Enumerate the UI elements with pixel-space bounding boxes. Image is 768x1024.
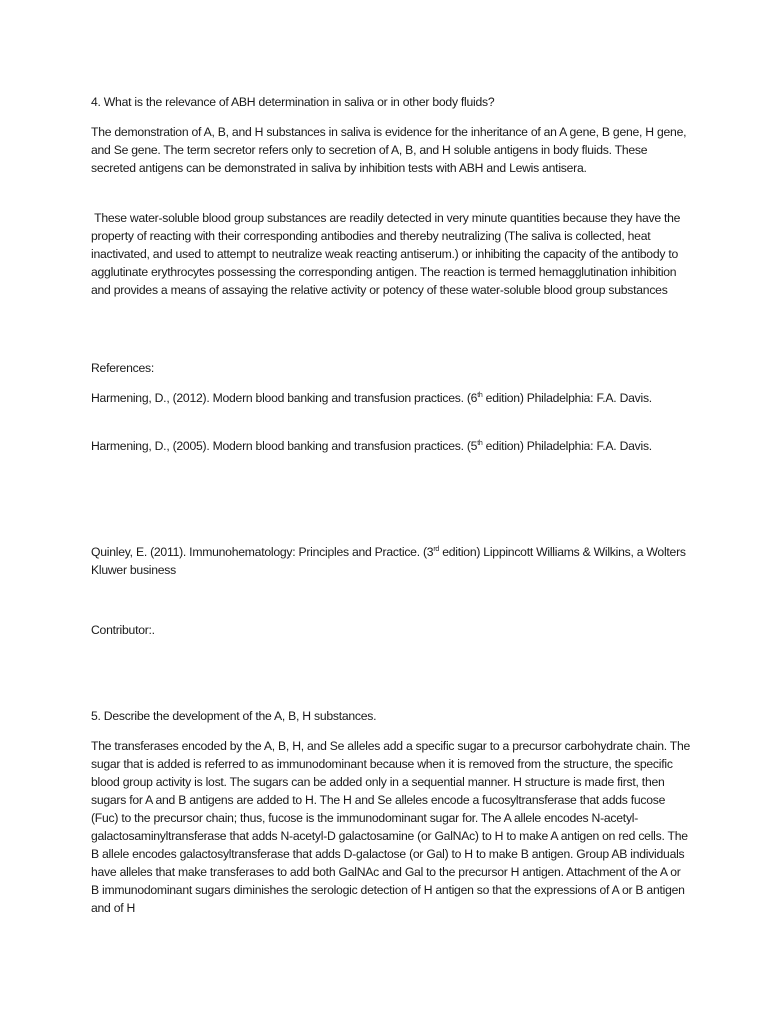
question-4-answer-paragraph-1: The demonstration of A, B, and H substances in saliva is evidence for the inheritance of an A gene, B gene, H gene, and Se gene. The term secretor refers only to secretion of A, B, and H soluble antigens in body fluids. These secreted antigens can be demonstrated in saliva by inhibition tests with ABH and Lewis antisera. — [91, 125, 687, 175]
question-4-answer-paragraph-2: These water-soluble blood group substances are readily detected in very minute quantities because they have the property of reacting with their corresponding antibodies and thereby neutralizing (The saliva is collected, heat inactivated, and used to attempt to neutralize weak reacting antiserum.) or inhibiting the capacity of the antibody to agglutinate erythrocytes possessing the corresponding antigen. The reaction is termed hemagglutination inhibition and provides a means of assaying the relative activity or potency of these water-soluble blood group substances — [91, 211, 684, 297]
reference-1: Harmening, D., (2012). Modern blood banking and transfusion practices. (6th edition) Philadelphia: F.A. Davis. — [91, 391, 652, 405]
reference-3: Quinley, E. (2011). Immunohematology: Principles and Practice. (3rd edition) Lippincott Williams & Wilkins, a Wolters Kluwer business — [91, 545, 686, 577]
question-5-answer-paragraph: The transferases encoded by the A, B, H, and Se alleles add a specific sugar to a precursor carbohydrate chain. The sugar that is added is referred to as immunodominant because when it is removed from the structure, the specific blood group activity is lost. The sugars can be added only in a sequential manner. H structure is made first, then sugars for A and B antigens are added to H. The H and Se alleles encode a fucosyltransferase that adds fucose (Fuc) to the precursor chain; thus, fucose is the immunodominant sugar for. The A allele encodes N-acetyl-galactosaminyltransferase that adds N-acetyl-D galactosamine (or GalNAc) to H to make A antigen on red cells. The B allele encodes galactosyltransferase that adds D-galactose (or Gal) to H to make B antigen. Group AB individuals have alleles that make transferases to add both GalNAc and Gal to the precursor H antigen. Attachment of the A or B immunodominant sugars diminishes the serologic detection of H antigen so that the expressions of A or B antigen and of H — [91, 739, 691, 915]
contributor-line: Contributor:. — [91, 623, 155, 637]
question-4-heading: 4. What is the relevance of ABH determination in saliva or in other body fluids? — [91, 95, 495, 109]
question-5-heading: 5. Describe the development of the A, B, H substances. — [91, 709, 377, 723]
reference-2: Harmening, D., (2005). Modern blood banking and transfusion practices. (5th edition) Philadelphia: F.A. Davis. — [91, 439, 652, 453]
references-heading: References: — [91, 361, 154, 375]
